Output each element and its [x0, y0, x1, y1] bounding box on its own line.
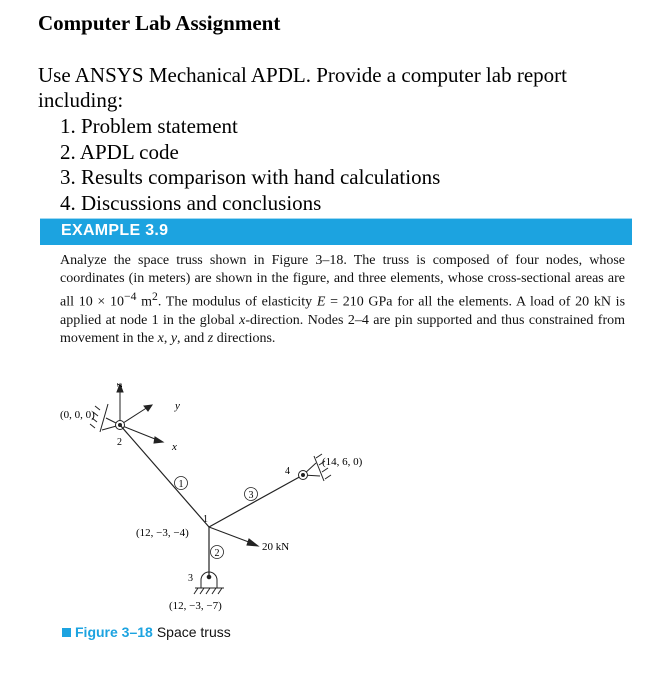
load-arrow-icon	[209, 527, 258, 546]
axis-y-label: y	[175, 400, 180, 412]
list-item: 2. APDL code	[60, 139, 179, 164]
exponent-squared: 2	[152, 290, 158, 304]
example-label: EXAMPLE 3.9	[61, 222, 169, 239]
coord-node1-label: (12, −3, −4)	[136, 527, 189, 539]
axes-icon	[117, 384, 163, 443]
axis-x-label: x	[172, 441, 177, 453]
caption-text: Space truss	[156, 624, 231, 640]
element-1-label: 1	[178, 479, 184, 490]
exponent: −4	[124, 290, 137, 304]
pin-support-node2-icon	[90, 404, 125, 432]
example-text-c: . The modulus of elasticity	[157, 295, 317, 311]
list-item: 4. Discussions and conclusions	[60, 190, 322, 215]
separator: ,	[163, 331, 171, 347]
pin-support-node3-icon	[194, 572, 224, 594]
caption-number: Figure 3–18	[75, 624, 153, 640]
separator-and: , and	[177, 331, 208, 347]
node-3-label: 3	[188, 573, 193, 584]
node-1-label: 1	[203, 514, 208, 525]
element-2-label: 2	[214, 548, 220, 559]
example-text	[60, 252, 625, 349]
list-item: 3. Results comparison with hand calculations	[60, 165, 441, 189]
list-item: 1. Problem statement	[60, 114, 238, 138]
symbol-z: z	[207, 331, 214, 347]
element-1-line	[120, 425, 209, 527]
example-text-e: -direction. Nodes 2–4 are pin supported and thus constrained from movement in the	[60, 313, 625, 347]
coord-origin-label: (0, 0, 0)	[60, 409, 95, 421]
node-2-label: 2	[117, 437, 122, 448]
symbol-y: y	[170, 331, 178, 347]
symbol-x2: x	[157, 331, 164, 347]
element-3-line	[209, 475, 303, 527]
example-text-f: directions.	[213, 331, 276, 347]
example-header-bar	[40, 218, 632, 245]
coord-node4-label: (14, 6, 0)	[322, 456, 363, 468]
symbol-x: x	[239, 313, 246, 329]
example-text-a: Analyze the space truss shown in Figure 3–18. The truss is composed of four nodes, whose coordinates (in meters) are shown in the figure, and three elements, whose cross-sectional areas are all 10 × 10	[60, 253, 625, 311]
assignment-intro: Use ANSYS Mechanical APDL. Provide a computer lab report including:	[38, 63, 567, 112]
requirements-list	[60, 114, 440, 216]
axis-z-label: z	[114, 383, 125, 387]
coord-node3-label: (12, −3, −7)	[169, 600, 222, 612]
space-truss-figure	[40, 370, 400, 620]
node-4-label: 4	[285, 466, 290, 477]
caption-square-icon	[62, 628, 71, 637]
example-text-b: m	[136, 295, 153, 311]
figure-caption	[62, 624, 231, 640]
assignment-title: Computer Lab Assignment	[38, 11, 281, 35]
load-label: 20 kN	[262, 541, 290, 553]
example-text-d: = 210 GPa for all the elements. A load of 20 kN is applied at node 1 in the global	[60, 295, 626, 329]
element-3-label: 3	[248, 490, 254, 501]
symbol-E: E	[316, 295, 326, 311]
